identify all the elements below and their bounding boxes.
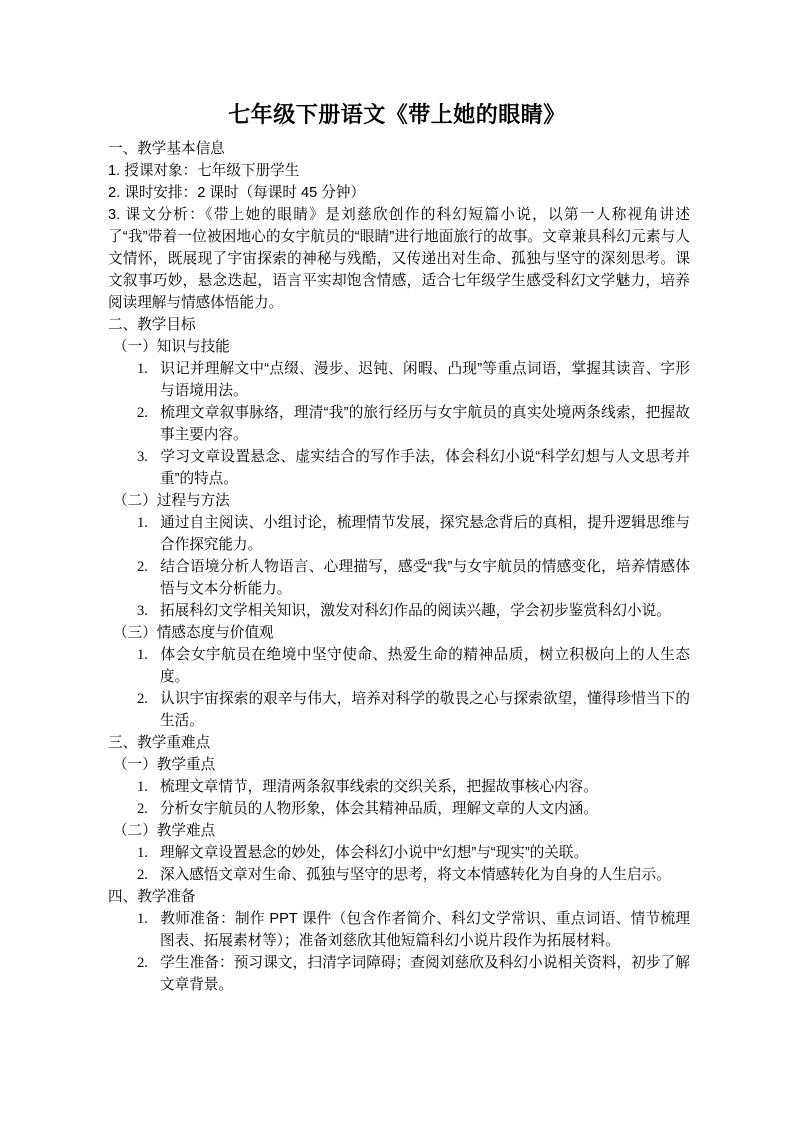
list-marker: 2. xyxy=(137,559,148,575)
list-item xyxy=(108,512,690,556)
list-marker: 3. xyxy=(137,603,148,619)
list-marker: 1. xyxy=(137,647,148,663)
document-body xyxy=(0,138,794,996)
subsection-label-3-2: （二）教学难点 xyxy=(113,823,216,839)
list-marker: 1. xyxy=(137,361,148,377)
list-item-text: 学习文章设置悬念、虚实结合的写作手法，体会科幻小说“科学幻想与人文思考并重”的特点。 xyxy=(160,449,690,487)
list-item xyxy=(108,644,690,688)
section-heading-2: 二、教学目标 xyxy=(108,317,196,333)
subsection-label-3-1: （一）教学重点 xyxy=(113,757,216,773)
list-marker: 2. xyxy=(137,691,148,707)
list-item-text: 学生准备：预习课文，扫清字词障碍；查阅刘慈欣及科幻小说相关资料，初步了解文章背景。 xyxy=(160,955,690,993)
list-item xyxy=(108,776,690,798)
list-marker: 2. xyxy=(137,405,148,421)
list-item-text: 深入感悟文章对生命、孤独与坚守的思考，将文本情感转化为自身的人生启示。 xyxy=(160,867,671,883)
list-item-text: 分析女宇航员的人物形象，体会其精神品质，理解文章的人文内涵。 xyxy=(160,801,598,817)
list-item-text: 识记并理解文中“点缀、漫步、迟钝、闲暇、凸现”等重点词语，掌握其读音、字形与语境用法。 xyxy=(160,361,690,399)
section-heading-3: 三、教学重难点 xyxy=(108,735,211,751)
list-marker: 1. xyxy=(137,515,148,531)
list-item xyxy=(108,402,690,446)
subsection-label-2-1: （一）知识与技能 xyxy=(113,339,230,355)
list-item-text: 认识宇宙探索的艰辛与伟大，培养对科学的敬畏之心与探索欲望，懂得珍惜当下的生活。 xyxy=(160,691,690,729)
list-item-text: 体会女宇航员在绝境中坚守使命、热爱生命的精神品质，树立积极向上的人生态度。 xyxy=(160,647,690,685)
section1-item-3: 3. 课文分析：《带上她的眼睛》是刘慈欣创作的科幻短篇小说，以第一人称视角讲述了“我”带着一位被困地心的女宇航员的“眼睛”进行地面旅行的故事。文章兼具科幻元素与人文情怀，既展现了宇宙探索的神秘与残酷，又传递出对生命、孤独与坚守的深刻思考。课文叙事巧妙，悬念迭起，语言平实却饱含情感，适合七年级学生感受科幻文学魅力，培养阅读理解与情感体悟能力。 xyxy=(108,207,690,311)
list-item xyxy=(108,446,690,490)
list-item-text: 理解文章设置悬念的妙处，体会科幻小说中“幻想”与“现实”的关联。 xyxy=(160,845,589,861)
list-marker: 1. xyxy=(137,845,148,861)
section1-item-2: 2. 课时安排：2 课时（每课时 45 分钟） xyxy=(108,185,366,201)
list-marker: 3. xyxy=(137,449,148,465)
list-item xyxy=(108,600,690,622)
list-item xyxy=(108,864,690,886)
list-item xyxy=(108,556,690,600)
list-item xyxy=(108,358,690,402)
list-item-text: 教师准备：制作 PPT 课件（包含作者简介、科幻文学常识、重点词语、情节梳理图表、拓展素材等）；准备刘慈欣其他短篇科幻小说片段作为拓展材料。 xyxy=(160,911,690,949)
list-item-text: 梳理文章情节，理清两条叙事线索的交织关系，把握故事核心内容。 xyxy=(160,779,598,795)
subsection-label-2-3: （三）情感态度与价值观 xyxy=(113,625,274,641)
list-marker: 2. xyxy=(137,955,148,971)
list-item-text: 梳理文章叙事脉络，理清“我”的旅行经历与女宇航员的真实处境两条线索，把握故事主要内容。 xyxy=(160,405,690,443)
list-marker: 1. xyxy=(137,911,148,927)
list-item xyxy=(108,688,690,732)
list-item xyxy=(108,798,690,820)
subsection-label-2-2: （二）过程与方法 xyxy=(113,493,230,509)
section-heading-4: 四、教学准备 xyxy=(108,889,196,905)
list-item xyxy=(108,842,690,864)
list-marker: 1. xyxy=(137,779,148,795)
list-item-text: 通过自主阅读、小组讨论，梳理情节发展，探究悬念背后的真相，提升逻辑思维与合作探究能力。 xyxy=(160,515,690,553)
list-item-text: 结合语境分析人物语言、心理描写，感受“我”与女宇航员的情感变化，培养情感体悟与文本分析能力。 xyxy=(160,559,690,597)
list-item xyxy=(108,908,690,952)
section1-item-1: 1. 授课对象：七年级下册学生 xyxy=(108,163,300,179)
list-marker: 2. xyxy=(137,801,148,817)
page-title: 七年级下册语文《带上她的眼睛》 xyxy=(228,102,566,127)
list-item-text: 拓展科幻文学相关知识，激发对科幻作品的阅读兴趣，学会初步鉴赏科幻小说。 xyxy=(160,603,671,619)
section-heading-1: 一、教学基本信息 xyxy=(108,141,225,157)
list-item xyxy=(108,952,690,996)
list-marker: 2. xyxy=(137,867,148,883)
